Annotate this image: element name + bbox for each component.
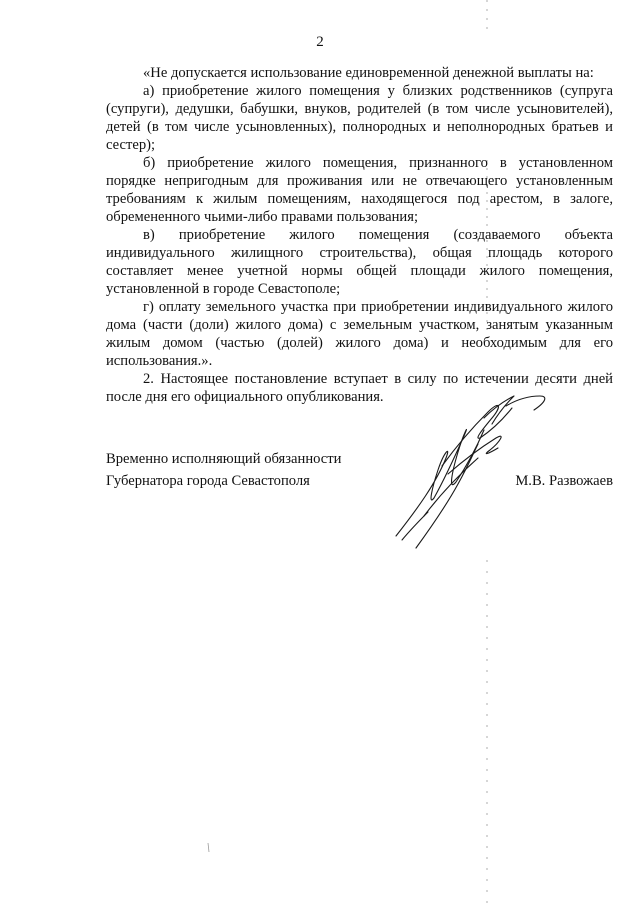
signatory-title-line2: Губернатора города Севастополя — [106, 473, 310, 489]
paragraph-item-v: в) приобретение жилого помещения (создаваемого объекта индивидуального жилищного строительства), общая площадь которого составляет менее учетной нормы общей площади жилого помещения, установленной в городе Севастополе; — [106, 227, 613, 297]
paragraph-intro: «Не допускается использование единовременной денежной выплаты на: — [143, 65, 594, 81]
paragraph-item-a: а) приобретение жилого помещения у близких родственников (супруга (супруги), дедушки, бабушки, внуков, родителей (в том числе усыновителей), детей (в том числе усыновленных), полнородных и неполнородных братьев и сестер); — [106, 83, 613, 153]
document-body — [106, 64, 613, 406]
page-number: 2 — [316, 34, 324, 50]
handwritten-signature — [388, 388, 588, 553]
paragraph-item-b: б) приобретение жилого помещения, признанного в установленном порядке непригодным для проживания или не отвечающего установленным требованиям к жилым помещениям, находящегося под арестом, в залоге, обремененного чьими-либо правами пользования; — [106, 155, 613, 225]
signatory-name: М.В. Развожаев — [515, 473, 613, 489]
signatory-title-line1: Временно исполняющий обязанности — [106, 451, 342, 467]
scan-speck — [206, 842, 212, 854]
paragraph-effective-date: 2. Настоящее постановление вступает в силу по истечении десяти дней после дня его официального опубликования. — [106, 371, 613, 405]
paragraph-item-g: г) оплату земельного участка при приобретении индивидуального жилого дома (части (доли) жилого дома) с земельным участком, занятым указанным жилым домом (частью (долей) жилого дома) и необходимым для его использования.». — [106, 299, 613, 369]
